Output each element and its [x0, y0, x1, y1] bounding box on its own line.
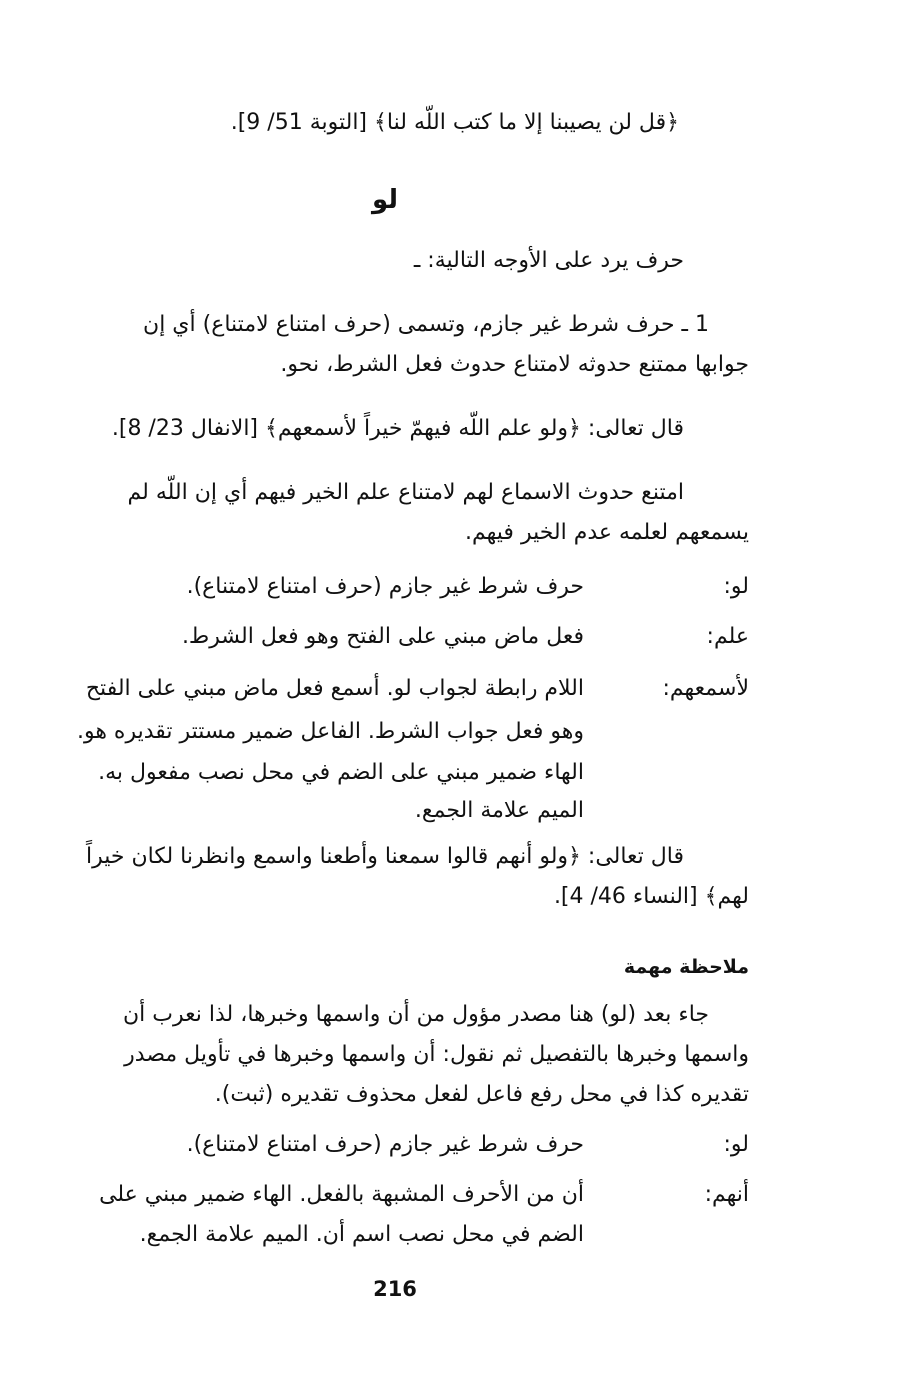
point1-line2: جوابها ممتنع حدوثه لامتناع حدوث فعل الشرط، نحو. — [280, 352, 749, 377]
parse1-term-alima: علم: — [706, 624, 749, 649]
parse1-def-line3: الهاء ضمير مبني على الضم في محل نصب مفعول به. — [98, 760, 584, 785]
parse1-def-alima: فعل ماض مبني على الفتح وهو فعل الشرط. — [181, 624, 584, 649]
parse2-def-line1: أن من الأحرف المشبهة بالفعل. الهاء ضمير مبني على — [99, 1182, 584, 1207]
explain1-line1: امتنع حدوث الاسماع لهم لامتناع علم الخير فيهم أي إن اللّه لم — [127, 480, 684, 505]
parse1-term-lasmaahum: لأسمعهم: — [662, 676, 749, 701]
verse1: قال تعالى: ﴿ولو علم اللّه فيهمّ خيراً لأسمعهم﴾ [الانفال 23/ 8]. — [111, 416, 684, 441]
parse2-term-lo: لو: — [723, 1132, 749, 1157]
page-number: 216 — [373, 1277, 417, 1301]
note-line3: تقديره كذا في محل رفع فاعل لفعل محذوف تقديره (ثبت). — [214, 1082, 749, 1107]
parse1-def-lo: حرف شرط غير جازم (حرف امتناع لامتناع). — [186, 574, 584, 599]
point1-line1: 1 ـ حرف شرط غير جازم، وتسمى (حرف امتناع لامتناع) أي إن — [143, 312, 709, 337]
parse1-def-line2: وهو فعل جواب الشرط. الفاعل ضمير مستتر تقديره هو. — [76, 719, 584, 744]
parse1-term-lo: لو: — [723, 574, 749, 599]
parse1-def-line4: الميم علامة الجمع. — [414, 798, 584, 823]
verse2-line2: لهم﴾ [النساء 46/ 4]. — [553, 884, 749, 909]
note-line2: واسمها وخبرها بالتفصيل ثم نقول: أن واسمها وخبرها في تأويل مصدر — [124, 1042, 749, 1067]
verse-top: ﴿قل لن يصيبنا إلا ما كتب اللّه لنا﴾ [التوبة 51/ 9]. — [230, 110, 679, 135]
parse1-def-line1: اللام رابطة لجواب لو. أسمع فعل ماض مبني على الفتح — [85, 676, 584, 701]
parse2-def-lo: حرف شرط غير جازم (حرف امتناع لامتناع). — [186, 1132, 584, 1157]
note-heading: ملاحظة مهمة — [623, 956, 749, 978]
section-heading: لو — [371, 185, 399, 215]
parse2-term-annahum: أنهم: — [704, 1182, 749, 1207]
note-line1: جاء بعد (لو) هنا مصدر مؤول من أن واسمها وخبرها، لذا نعرب أن — [123, 1002, 709, 1027]
explain1-line2: يسمعهم لعلمه عدم الخير فيهم. — [465, 520, 749, 545]
intro-text: حرف يرد على الأوجه التالية: ـ — [413, 248, 684, 273]
parse2-def-line2: الضم في محل نصب اسم أن. الميم علامة الجمع. — [139, 1222, 584, 1247]
verse2-line1: قال تعالى: ﴿ولو أنهم قالوا سمعنا وأطعنا واسمع وانظرنا لكان خيراً — [85, 844, 684, 869]
